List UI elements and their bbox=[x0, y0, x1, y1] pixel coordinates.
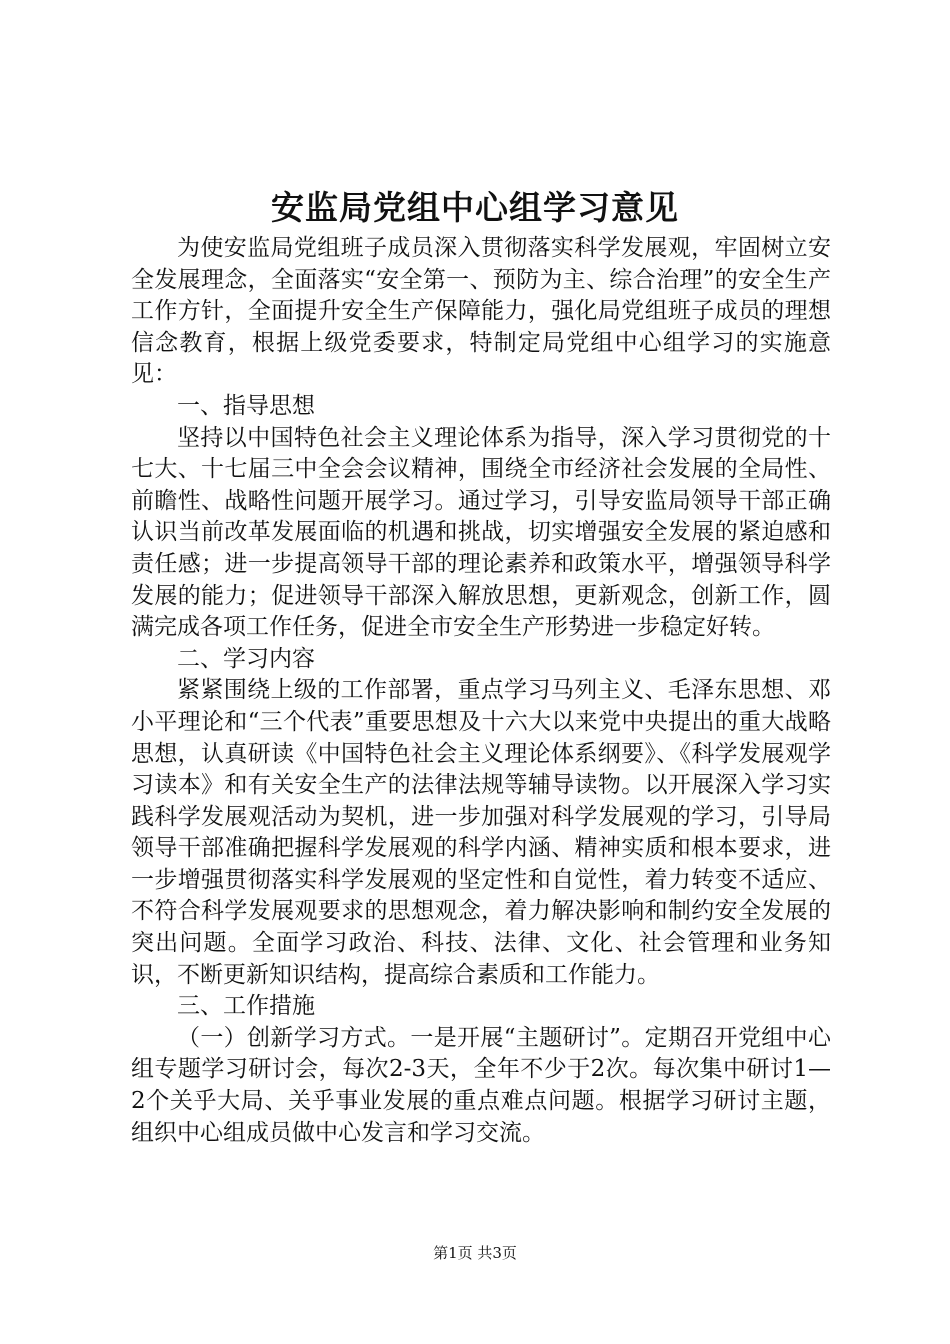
document-body bbox=[131, 233, 831, 1149]
section-heading-study-content: 二、学习内容 bbox=[177, 645, 315, 672]
document-title: 安监局党组中心组学习意见 bbox=[271, 188, 679, 227]
section-heading-guiding-ideology: 一、指导思想 bbox=[177, 392, 315, 419]
page-footer: 第1页 共3页 bbox=[433, 1244, 517, 1262]
section-heading-work-measures: 三、工作措施 bbox=[177, 993, 315, 1020]
section-body-guiding-ideology: 坚持以中国特色社会主义理论体系为指导，深入学习贯彻党的十七大、十七届三中全会会议精神，围绕全市经济社会发展的全局性、前瞻性、战略性问题开展学习。通过学习，引导安监局领导干部正确认识当前改革发展面临的机遇和挑战，切实增强安全发展的紧迫感和责任感；进一步提高领导干部的理论素养和政策水平，增强领导科学发展的能力；促进领导干部深入解放思想，更新观念，创新工作，圆满完成各项工作任务，促进全市安全生产形势进一步稳定好转。 bbox=[131, 424, 831, 641]
intro-paragraph: 为使安监局党组班子成员深入贯彻落实科学发展观，牢固树立安全发展理念，全面落实“安全第一、预防为主、综合治理”的安全生产工作方针，全面提升安全生产保障能力，强化局党组班子成员的理想信念教育，根据上级党委要求，特制定局党组中心组学习的实施意见： bbox=[131, 235, 831, 388]
section-body-study-content: 紧紧围绕上级的工作部署，重点学习马列主义、毛泽东思想、邓小平理论和“三个代表”重要思想及十六大以来党中央提出的重大战略思想，认真研读《中国特色社会主义理论体系纲要》、《科学发展观学习读本》和有关安全生产的法律法规等辅导读物。以开展深入学习实践科学发展观活动为契机，进一步加强对科学发展观的学习，引导局领导干部准确把握科学发展观的科学内涵、精神实质和根本要求，进一步增强贯彻落实科学发展观的坚定性和自觉性，着力转变不适应、不符合科学发展观要求的思想观念，着力解决影响和制约安全发展的突出问题。全面学习政治、科技、法律、文化、社会管理和业务知识，不断更新知识结构，提高综合素质和工作能力。 bbox=[131, 677, 831, 988]
section-body-work-measures: （一）创新学习方式。一是开展“主题研讨”。定期召开党组中心组专题学习研讨会，每次2-3天，全年不少于2次。每次集中研讨1—2个关乎大局、关乎事业发展的重点难点问题。根据学习研讨主题，组织中心组成员做中心发言和学习交流。 bbox=[131, 1024, 831, 1146]
